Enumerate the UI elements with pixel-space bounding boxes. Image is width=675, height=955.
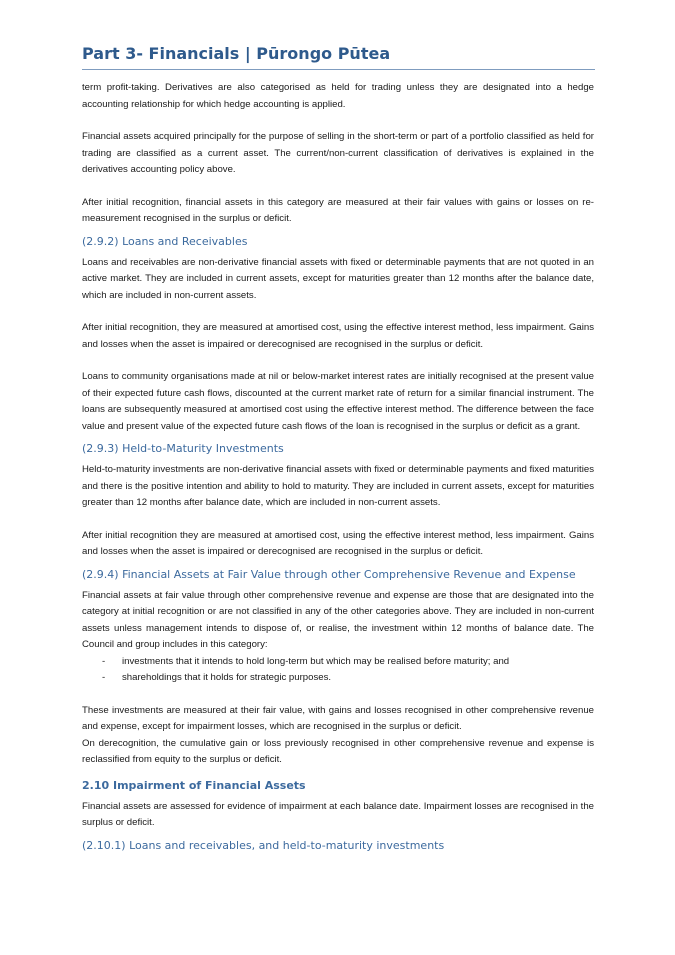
paragraph: On derecognition, the cumulative gain or loss previously recognised in other comprehensive revenue and expense is reclassified from equity to the surplus or deficit.	[82, 737, 594, 765]
paragraph: Loans and receivables are non-derivative financial assets with fixed or determinable payments that are not quoted in an active market. They are included in current assets, except for maturities greater than 12 months after the balance date, which are included in non-current assets.	[82, 256, 594, 301]
bullet-marker: -	[102, 672, 106, 683]
list-item	[82, 670, 594, 687]
section-heading-2-9-2: (2.9.2) Loans and Receivables	[82, 234, 248, 248]
paragraph: After initial recognition, they are measured at amortised cost, using the effective interest method, less impairment. Gains and losses when the asset is impaired or derecognised are recognised in the surplus or deficit.	[82, 322, 594, 350]
bullet-list	[82, 654, 594, 687]
paragraph: Financial assets are assessed for evidence of impairment at each balance date. Impairment losses are recognised in the surplus or deficit.	[82, 800, 594, 828]
section-heading-2-9-4: (2.9.4) Financial Assets at Fair Value through other Comprehensive Revenue and Expense	[82, 567, 576, 581]
section-heading-2-10: 2.10 Impairment of Financial Assets	[82, 778, 306, 792]
list-item-text: shareholdings that it holds for strategic purposes.	[122, 672, 332, 683]
paragraph: After initial recognition they are measured at amortised cost, using the effective interest method, less impairment. Gains and losses when the asset is impaired or derecognised are recognised in the surplus or deficit.	[82, 529, 594, 557]
paragraph: Financial assets at fair value through other comprehensive revenue and expense are those that are designated into the category at initial recognition or are not classified in any of the other categories above. They are included in non-current assets unless management intends to dispose of, or realise, the investment within 12 months of balance date. The Council and group includes in this category:	[82, 589, 594, 650]
paragraph: Loans to community organisations made at nil or below-market interest rates are initially recognised at the present value of their expected future cash flows, discounted at the current market rate of return for a similar financial instrument. The loans are subsequently measured at amortised cost using the effective interest method. The difference between the face value and present value of the expected future cash flows of the loan is recognised in the surplus or deficit as a grant.	[82, 371, 594, 432]
paragraph: These investments are measured at their fair value, with gains and losses recognised in other comprehensive revenue and expense, except for impairment losses, which are recognised in the surplus or deficit.	[82, 704, 594, 732]
page-content	[82, 80, 594, 859]
bullet-marker: -	[102, 655, 106, 667]
paragraph: term profit-taking. Derivatives are also categorised as held for trading unless they are designated into a hedge accounting relationship for which hedge accounting is applied.	[82, 82, 594, 110]
list-item	[82, 654, 594, 671]
paragraph: Financial assets acquired principally for the purpose of selling in the short-term or part of a portfolio classified as held for trading are classified as a current asset. The current/non-current classification of derivatives is explained in the derivatives accounting policy above.	[82, 131, 594, 175]
page-header-title: Part 3- Financials | Pūrongo Pūtea	[82, 44, 391, 63]
list-item-text: investments that it intends to hold long-term but which may be realised before maturity; and	[122, 655, 510, 667]
section-heading-2-9-3: (2.9.3) Held-to-Maturity Investments	[82, 442, 284, 455]
section-heading-2-10-1: (2.10.1) Loans and receivables, and held-to-maturity investments	[82, 838, 445, 852]
paragraph: After initial recognition, financial assets in this category are measured at their fair values with gains or losses on re-measurement recognised in the surplus or deficit.	[82, 196, 594, 224]
paragraph: Held-to-maturity investments are non-derivative financial assets with fixed or determinable payments and fixed maturities and there is the positive intention and ability to hold to maturity. They are included in current assets, except for maturities greater than 12 months after balance date, which are included in non-current assets.	[82, 464, 594, 508]
header-divider	[82, 69, 595, 70]
